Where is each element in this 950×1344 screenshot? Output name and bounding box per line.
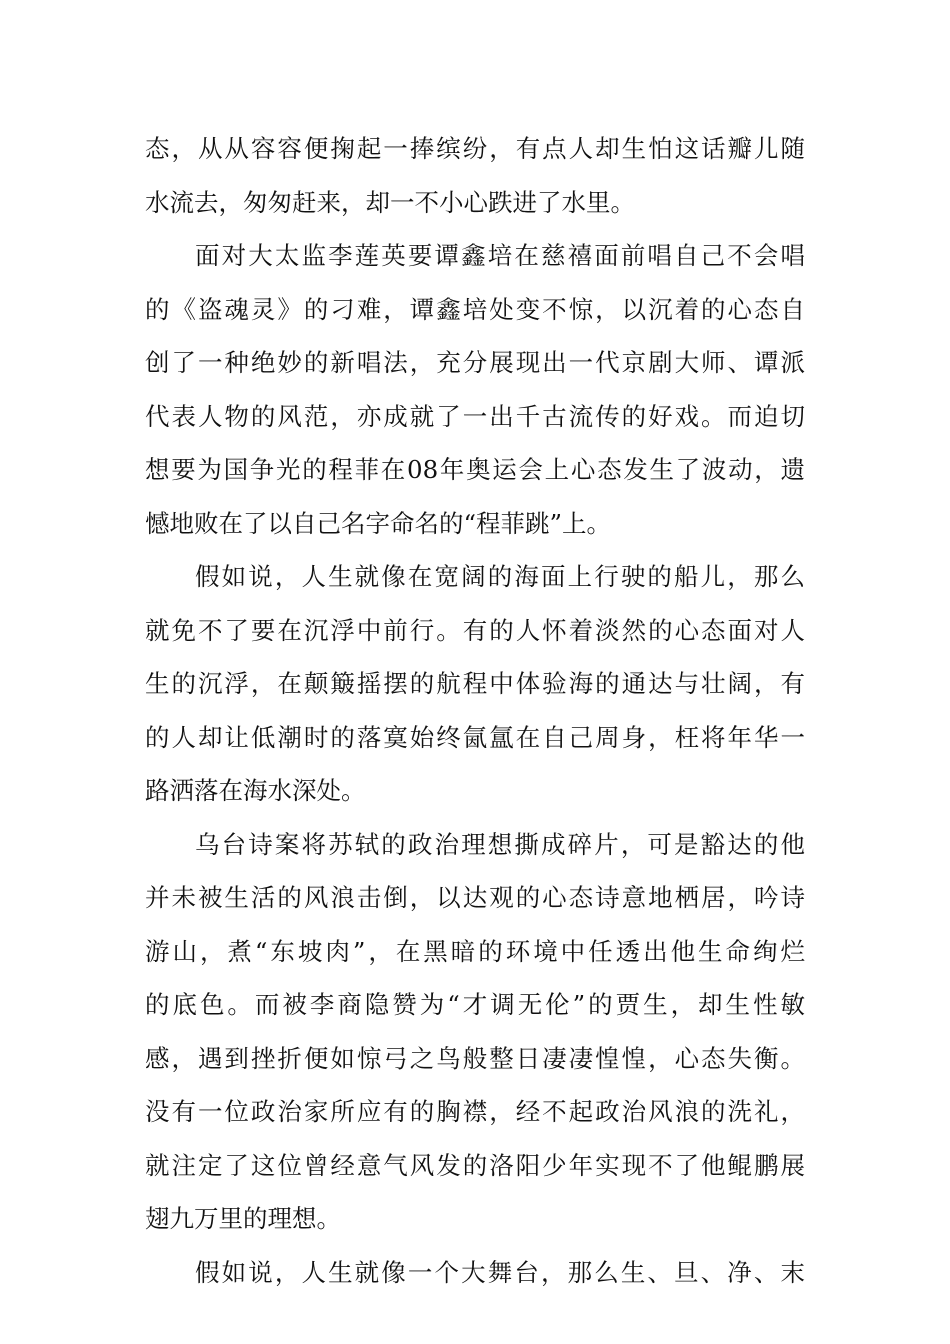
text-line: 就免不了要在沉浮中前行。有的人怀着淡然的心态面对人 bbox=[145, 615, 805, 645]
text-line: 假如说，人生就像在宽阔的海面上行驶的船儿，那么 bbox=[195, 562, 805, 591]
text-line: 憾地败在了以自己名字命名的“程菲跳”上。 bbox=[145, 508, 612, 538]
text-line: 态，从从容容便掬起一捧缤纷，有点人却生怕这话瓣儿随 bbox=[145, 134, 805, 163]
text-line: 乌台诗案将苏轼的政治理想撕成碎片，可是豁达的他 bbox=[195, 829, 805, 859]
text-line: 创了一种绝妙的新唱法，充分展现出一代京剧大师、谭派 bbox=[145, 348, 805, 377]
text-line: 并未被生活的风浪击倒，以达观的心态诗意地栖居，吟诗 bbox=[145, 883, 805, 912]
text-line: 感，遇到挫折便如惊弓之鸟般整日凄凄惶惶，心态失衡。 bbox=[145, 1043, 805, 1073]
text-line: 的《盗魂灵》的刁难，谭鑫培处变不惊，以沉着的心态自 bbox=[145, 294, 805, 324]
text-line: 面对大太监李莲英要谭鑫培在慈禧面前唱自己不会唱 bbox=[195, 241, 805, 270]
paragraph bbox=[145, 122, 805, 229]
text-line: 想要为国争光的程菲在08年奥运会上心态发生了波动，遗 bbox=[145, 455, 805, 484]
text-line: 就注定了这位曾经意气风发的洛阳少年实现不了他鲲鹏展 bbox=[145, 1150, 805, 1180]
paragraph bbox=[145, 1246, 805, 1300]
text-line: 游山，煮“东坡肉”，在黑暗的环境中任透出他生命绚烂 bbox=[145, 936, 805, 966]
body-text bbox=[145, 122, 805, 1299]
text-line: 生的沉浮，在颠簸摇摆的航程中体验海的通达与壮阔，有 bbox=[145, 669, 805, 698]
text-line: 的人却让低潮时的落寞始终氤氲在自己周身，枉将年华一 bbox=[145, 722, 805, 752]
text-line: 路洒落在海水深处。 bbox=[145, 776, 366, 805]
text-line: 没有一位政治家所应有的胸襟，经不起政治风浪的洗礼， bbox=[145, 1097, 805, 1126]
text-line: 假如说，人生就像一个大舞台，那么生、旦、净、末 bbox=[195, 1257, 805, 1287]
text-line: 翅九万里的理想。 bbox=[145, 1204, 341, 1233]
text-line: 的底色。而被李商隐赞为“才调无伦”的贾生，却生性敏 bbox=[145, 990, 805, 1019]
text-line: 水流去，匆匆赶来，却一不小心跌进了水里。 bbox=[145, 187, 635, 217]
text-line: 代表人物的风范，亦成就了一出千古流传的好戏。而迫切 bbox=[145, 401, 805, 431]
paragraph bbox=[145, 818, 805, 1246]
paragraph bbox=[145, 550, 805, 818]
paragraph bbox=[145, 229, 805, 550]
